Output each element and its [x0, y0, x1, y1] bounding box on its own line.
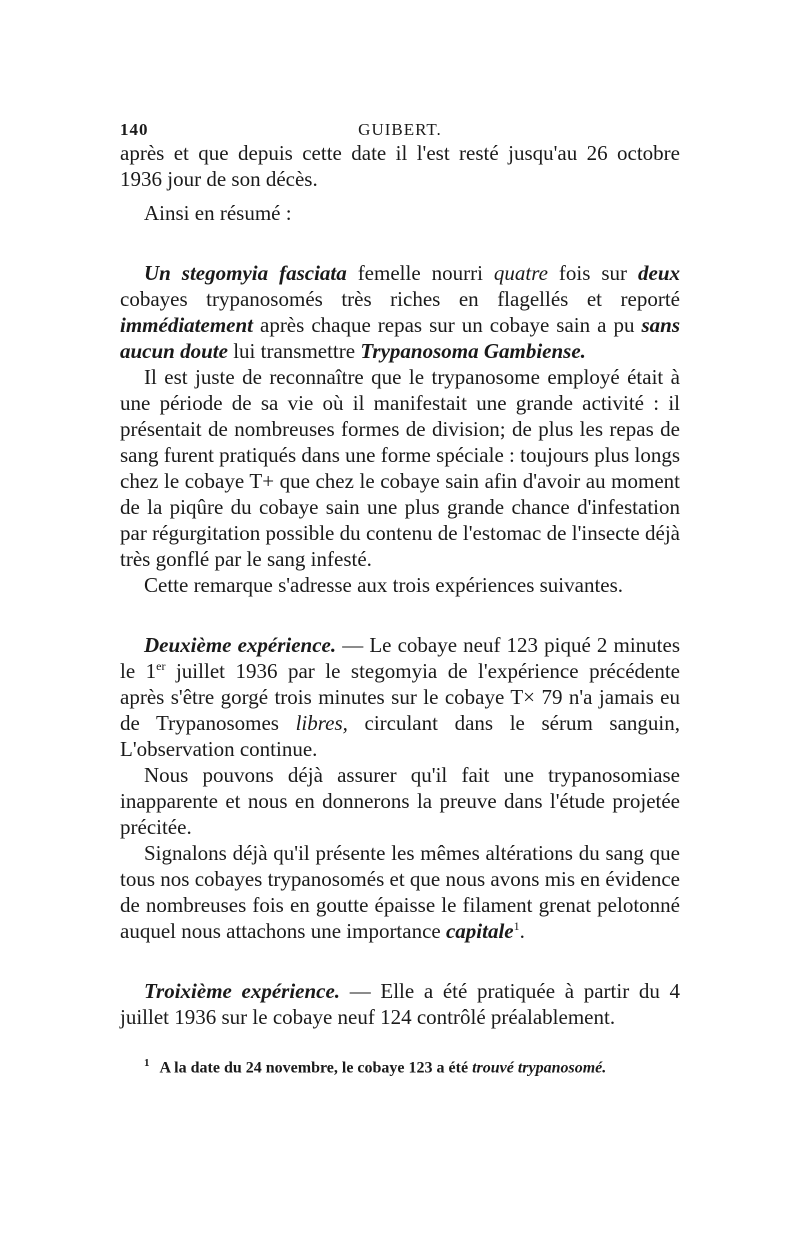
section-heading-troixieme: Troixième expérience.	[144, 979, 341, 1003]
running-head-author: GUIBERT.	[358, 120, 442, 139]
footnote-ref: 1	[513, 919, 520, 933]
page	[120, 110, 680, 1079]
paragraph-3-summary	[120, 260, 680, 364]
section-heading-deuxieme: Deuxième expérience.	[144, 633, 337, 657]
paragraph-6-deuxieme	[120, 632, 680, 762]
text-run: juillet 1936 par le stegomyia de l'expérience précédente après s'être gorgé trois minutes sur le cobaye T× 79 n'a jamais eu de Trypanosomes	[120, 659, 680, 735]
paragraph-8	[120, 840, 680, 944]
footnote-mark: 1	[144, 1057, 150, 1069]
emphasis-immediatement: immédiatement	[120, 313, 253, 337]
text-run: cobayes trypanosomés très riches en flagellés et reporté	[120, 287, 680, 311]
running-head	[120, 110, 680, 140]
paragraph-1: après et que depuis cette date il l'est resté jusqu'au 26 octobre 1936 jour de son décès.	[120, 141, 680, 191]
text-run: lui transmettre	[227, 339, 361, 363]
emphasis-libres: libres,	[295, 711, 348, 735]
paragraph-2: Ainsi en résumé :	[144, 201, 292, 225]
text-run: Signalons déjà qu'il présente les mêmes altérations du sang que tous nos cobayes trypanosomés et que nous avons mis en évidence de nombreuses fois en goutte épaisse le filament grenat pelotonné auquel nous attachons une importance	[120, 841, 680, 943]
paragraph-9-troixieme	[120, 978, 680, 1030]
footnote-separator	[120, 1030, 680, 1042]
paragraph-5: Cette remarque s'adresse aux trois expériences suivantes.	[144, 573, 624, 597]
emphasis-capitale: capitale	[445, 919, 514, 943]
text-run: fois sur	[547, 261, 638, 285]
text-run: — Elle a été pratiquée à partir du 4 juillet 1936 sur le cobaye neuf 124 contrôlé préalablement.	[120, 979, 680, 1029]
footnote-emphasis: trouvé trypanosomé.	[472, 1059, 607, 1077]
paragraph-7: Nous pouvons déjà assurer qu'il fait une trypanosomiase inapparente et nous en donnerons la preuve dans l'étude projetée précitée.	[120, 763, 680, 839]
species-trypanosoma: Trypanosoma Gambiense.	[360, 339, 586, 363]
emphasis-deux: deux	[638, 261, 680, 285]
page-number: 140	[120, 120, 149, 139]
superscript-er: er	[156, 659, 166, 673]
species-name: Un stegomyia fasciata	[144, 261, 347, 285]
text-run: .	[519, 919, 525, 943]
emphasis-quatre: quatre	[493, 261, 548, 285]
footnote-text: A la date du 24 novembre, le cobaye 123 a été	[159, 1059, 473, 1077]
text-run: — Le cobaye neuf 123 piqué 2 minutes le 1	[120, 633, 680, 683]
text-run: femelle nourri	[346, 261, 494, 285]
footnote	[120, 1052, 680, 1079]
paragraph-4: Il est juste de reconnaître que le trypanosome employé était à une période de sa vie où il manifestait une grande activité : il présentait de nombreuses formes de division; de plus les repas de sang furent pratiqués dans une forme spéciale : toujours plus longs chez le cobaye T+ que chez le cobaye sain afin d'avoir au moment de la piqûre du cobaye sain une plus grande chance d'infestation par régurgitation possible du contenu de l'estomac de l'insecte déjà très gonflé par le sang infesté.	[120, 365, 680, 571]
emphasis-sans-aucun-doute: sans aucun doute	[120, 313, 680, 363]
text-run: circulant dans le sérum sanguin, L'observation continue.	[120, 711, 680, 761]
text-run: après chaque repas sur un cobaye sain a pu	[252, 313, 642, 337]
